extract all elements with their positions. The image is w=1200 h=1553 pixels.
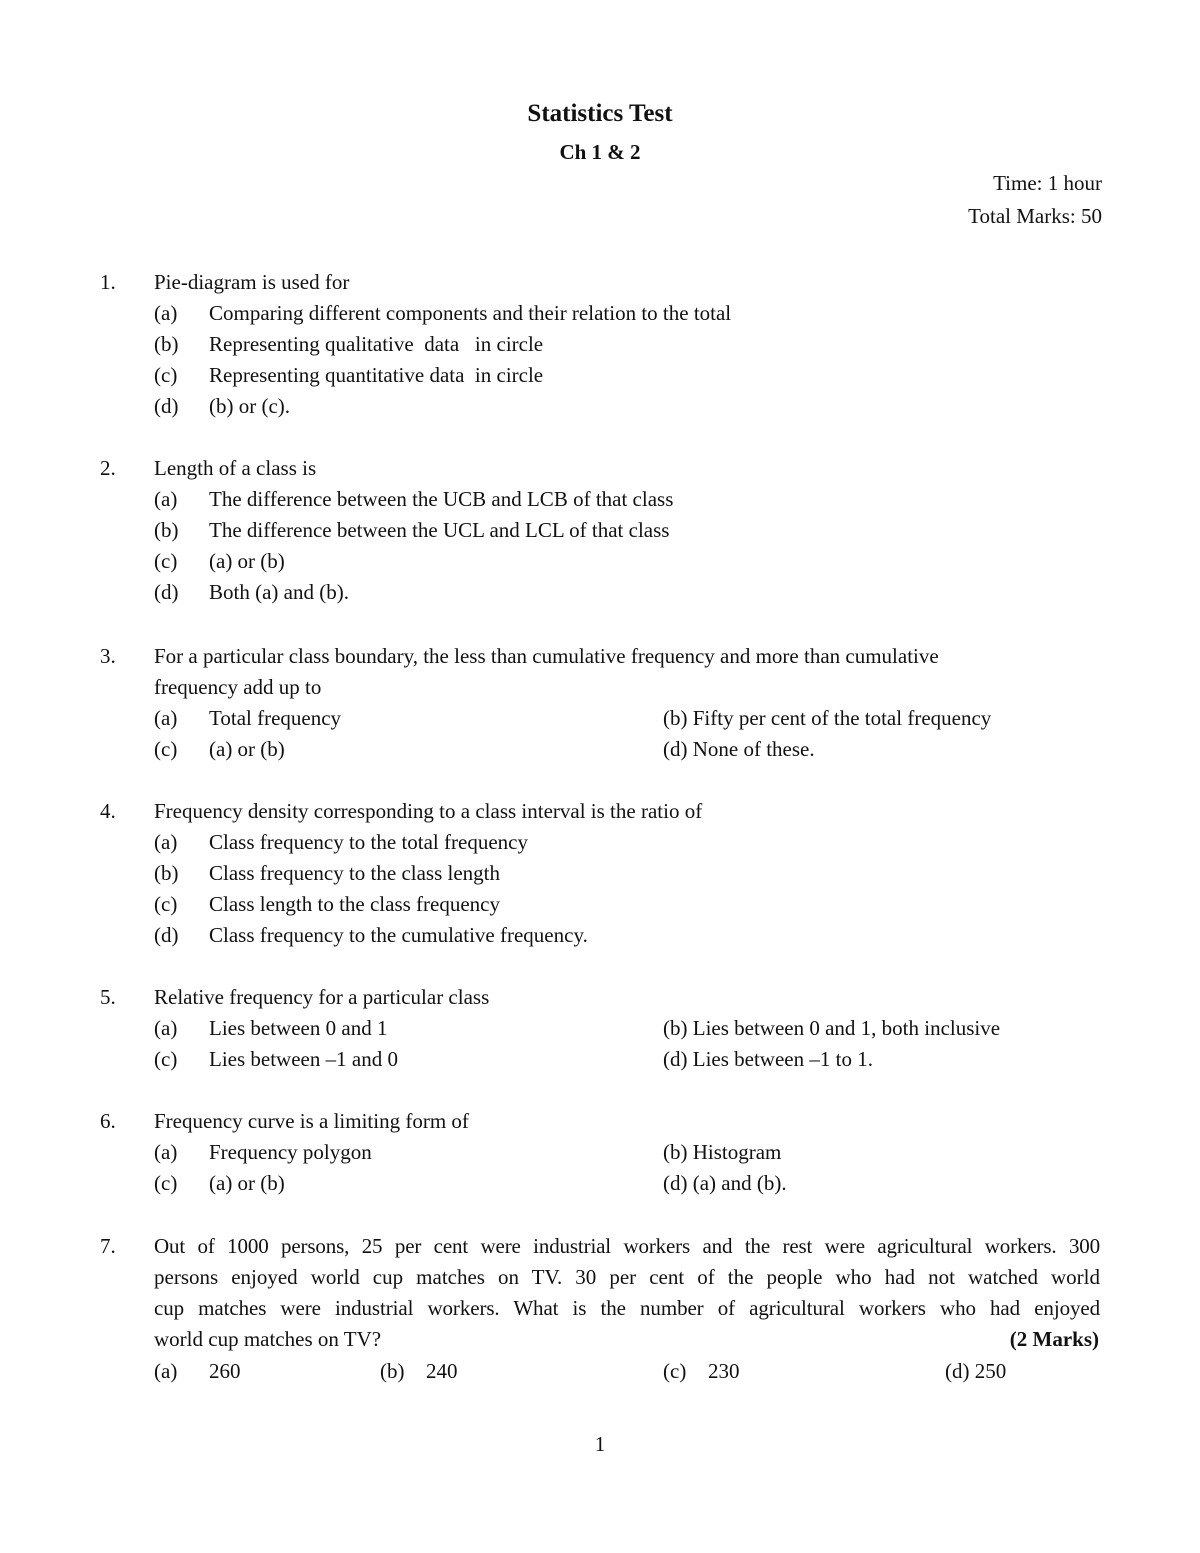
question-text-continued: frequency add up to [154,675,322,699]
option-text: (b) Lies between 0 and 1, both inclusive [663,1016,1001,1040]
option-label: (c) [663,1359,687,1383]
question-text: Out of 1000 persons, 25 per cent were industrial workers and the rest were agricultural workers. 300 [154,1234,1100,1258]
option-label: (c) [154,1047,178,1071]
option-text: Lies between –1 and 0 [209,1047,398,1071]
option-text: 260 [209,1359,241,1383]
question-number: 6. [100,1109,116,1133]
question-number: 5. [100,985,116,1009]
option-text: (a) or (b) [209,737,285,761]
option-text: Representing qualitative data in circle [209,332,544,356]
option-text: (b) Histogram [663,1140,782,1164]
total-marks-label: Total Marks: 50 [968,204,1102,228]
option-text: Comparing different components and their relation to the total [209,301,732,325]
option-text: Lies between 0 and 1 [209,1016,388,1040]
option-label: (a) [154,1359,178,1383]
question-text-continued: persons enjoyed world cup matches on TV. 30 per cent of the people who had not watched world [154,1265,1100,1289]
option-text: Total frequency [209,706,342,730]
question-text: Frequency density corresponding to a class interval is the ratio of [154,799,703,823]
question-text-continued: world cup matches on TV? [154,1327,382,1351]
question-text: Length of a class is [154,456,317,480]
question-text: Relative frequency for a particular class [154,985,490,1009]
option-text: The difference between the UCL and LCL of that class [209,518,670,542]
option-label: (d) [154,580,179,604]
option-label: (a) [154,1016,178,1040]
option-label: (a) [154,301,178,325]
option-text: (b) or (c). [209,394,291,418]
question-number: 1. [100,270,116,294]
option-label: (c) [154,892,178,916]
test-title: Statistics Test [527,100,673,127]
question-number: 2. [100,456,116,480]
time-label: Time: 1 hour [993,171,1102,195]
page-number: 1 [594,1432,606,1456]
option-text: 240 [426,1359,458,1383]
option-label: (c) [154,363,178,387]
option-text: (d) None of these. [663,737,815,761]
option-text: (b) Fifty per cent of the total frequency [663,706,992,730]
option-label: (b) [380,1359,405,1383]
option-label: (c) [154,549,178,573]
option-text: Class frequency to the class length [209,861,501,885]
question-text: For a particular class boundary, the less than cumulative frequency and more than cumulative [154,644,939,668]
option-label: (c) [154,1171,178,1195]
option-label: (b) [154,861,179,885]
option-text: Frequency polygon [209,1140,372,1164]
option-text: Class length to the class frequency [209,892,501,916]
option-label: (b) [154,518,179,542]
option-text: Both (a) and (b). [209,580,349,604]
option-text: Class frequency to the total frequency [209,830,528,854]
option-text: (a) or (b) [209,1171,285,1195]
option-text: (d) 250 [945,1359,1007,1383]
option-label: (a) [154,487,178,511]
question-number: 7. [100,1234,116,1258]
option-label: (d) [154,394,179,418]
option-label: (d) [154,923,179,947]
option-text: Class frequency to the cumulative frequency. [209,923,588,947]
option-text: The difference between the UCB and LCB of that class [209,487,674,511]
option-text: (a) or (b) [209,549,285,573]
question-number: 3. [100,644,116,668]
test-subtitle: Ch 1 & 2 [559,140,641,164]
option-label: (a) [154,706,178,730]
question-text-continued: cup matches were industrial workers. What is the number of agricultural workers who had enjoyed [154,1296,1100,1320]
marks-label: (2 Marks) [1009,1327,1099,1351]
option-label: (a) [154,830,178,854]
option-label: (c) [154,737,178,761]
option-label: (a) [154,1140,178,1164]
question-number: 4. [100,799,116,823]
question-text: Frequency curve is a limiting form of [154,1109,469,1133]
option-text: (d) Lies between –1 to 1. [663,1047,873,1071]
option-text: 230 [708,1359,740,1383]
option-text: Representing quantitative data in circle [209,363,544,387]
option-text: (d) (a) and (b). [663,1171,787,1195]
question-text: Pie-diagram is used for [154,270,350,294]
option-label: (b) [154,332,179,356]
